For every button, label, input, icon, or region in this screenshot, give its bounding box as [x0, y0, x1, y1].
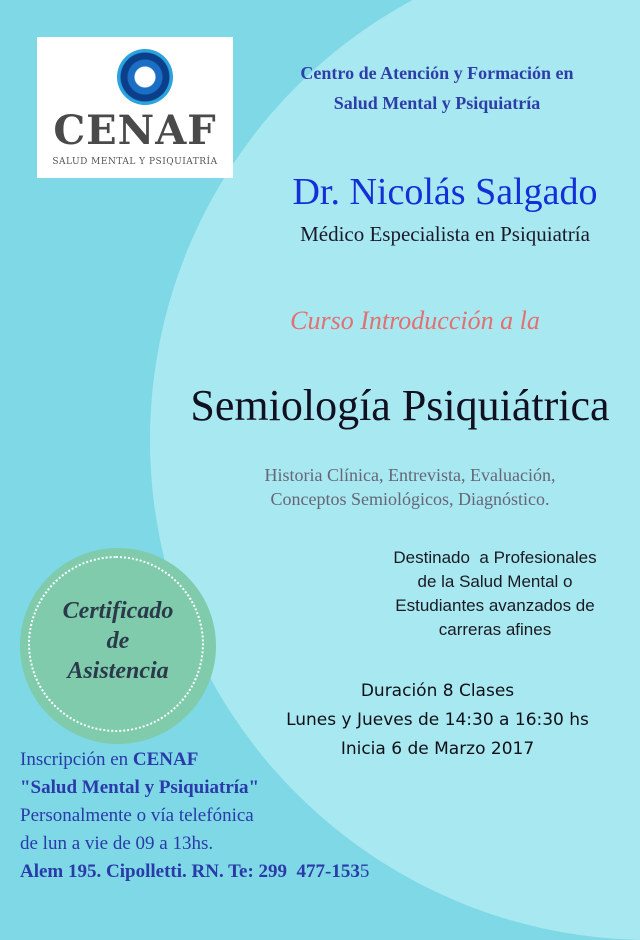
course-topics [225, 463, 595, 511]
cenaf-logo [37, 37, 233, 178]
topics-line-2: Conceptos Semiológicos, Diagnóstico. [270, 489, 550, 509]
audience-line-3: Estudiantes avanzados de [395, 596, 595, 615]
schedule-days: Lunes y Jueves de 14:30 a 16:30 hs [286, 710, 589, 730]
enrollment-line-1 [20, 746, 580, 774]
audience-line-1: Destinado a Profesionales [393, 548, 597, 567]
logo-tagline: SALUD MENTAL Y PSIQUIATRÍA [52, 157, 218, 167]
enrollment-address-line [20, 858, 580, 886]
target-audience [355, 546, 635, 642]
organization-line-1: Centro de Atención y Formación en [300, 63, 574, 83]
badge-text [20, 596, 216, 686]
organization-name [262, 58, 612, 118]
certificate-badge [20, 548, 216, 744]
badge-line-2: de [106, 628, 130, 654]
enrollment-info [20, 746, 580, 886]
organization-line-2: Salud Mental y Psiquiatría [333, 93, 541, 113]
enrollment-method: Personalmente o vía telefónica [20, 805, 254, 826]
logo-name: CENAF [53, 107, 217, 154]
enrollment-org-full: "Salud Mental y Psiquiatría" [20, 777, 260, 798]
topics-line-1: Historia Clínica, Entrevista, Evaluación, [264, 465, 556, 485]
doctor-name: Dr. Nicolás Salgado [292, 171, 598, 213]
enrollment-hours: de lun a vie de 09 a 13hs. [20, 833, 214, 854]
enrollment-address: Alem 195. Cipolletti. RN. Te: 299 477-153 [20, 861, 360, 882]
logo-ring-icon [117, 49, 173, 105]
audience-line-4: carreras afines [438, 620, 552, 639]
badge-line-3: Asistencia [67, 658, 169, 684]
badge-line-1: Certificado [62, 598, 174, 624]
course-intro: Curso Introducción a la [290, 306, 540, 335]
enrollment-org: CENAF [132, 749, 199, 770]
schedule-duration: Duración 8 Clases [360, 681, 515, 701]
course-title: Semiología Psiquiátrica [190, 381, 610, 430]
doctor-specialty: Médico Especialista en Psiquiatría [300, 222, 590, 246]
enrollment-prefix: Inscripción en [20, 749, 133, 770]
enrollment-address-end: 5 [359, 861, 370, 882]
schedule-start: Inicia 6 de Marzo 2017 [340, 739, 535, 759]
audience-line-2: de la Salud Mental o [417, 572, 573, 591]
